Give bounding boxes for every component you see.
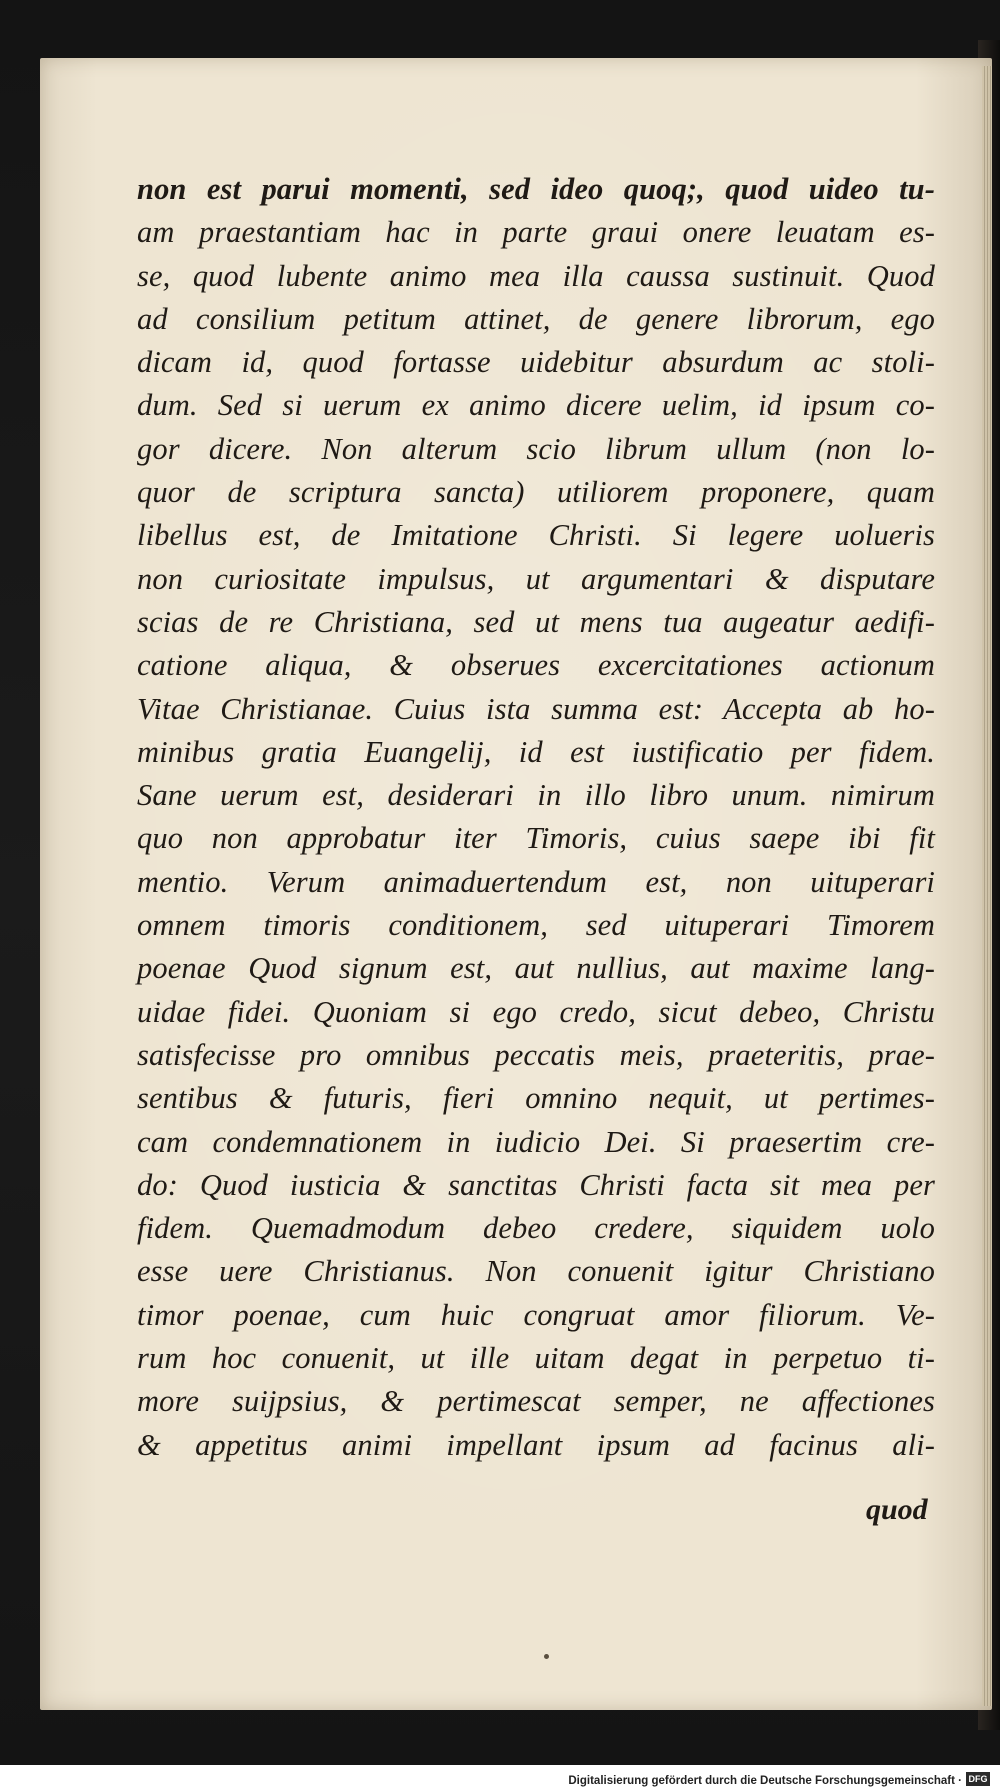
text-line: quo non approbatur iter Timoris, cuius saepe ibi fit xyxy=(137,821,935,856)
text-line: gor dicere. Non alterum scio librum ullum (non lo- xyxy=(137,431,935,466)
text-line: uidae fidei. Quoniam si ego credo, sicut debeo, Christu xyxy=(137,994,935,1029)
text-line: se, quod lubente animo mea illa caussa sustinuit. Quod xyxy=(137,258,935,293)
text-line: Vitae Christianae. Cuius ista summa est: Accepta ab ho- xyxy=(137,691,935,726)
text-line: catione aliqua, & obserues excercitationes actionum xyxy=(137,648,935,683)
text-line: do: Quod iusticia & sanctitas Christi facta sit mea per xyxy=(137,1167,935,1202)
text-line: ad consilium petitum attinet, de genere librorum, ego xyxy=(137,301,935,336)
text-line: sentibus & futuris, fieri omnino nequit, ut pertimes- xyxy=(137,1081,935,1116)
text-line: fidem. Quemadmodum debeo credere, siquidem uolo xyxy=(137,1211,935,1246)
text-line: poenae Quod signum est, aut nullius, aut maxime lang- xyxy=(137,951,935,986)
text-line: cam condemnationem in iudicio Dei. Si praesertim cre- xyxy=(137,1124,935,1159)
text-line: dum. Sed si uerum ex animo dicere uelim, id ipsum co- xyxy=(137,388,935,423)
footer-bar xyxy=(0,1765,1000,1791)
page-fore-edge xyxy=(982,66,992,1706)
text-line: timor poenae, cum huic congruat amor filiorum. Ve- xyxy=(137,1297,935,1332)
text-line: quor de scriptura sancta) utiliorem proponere, quam xyxy=(137,475,935,510)
text-line: Sane uerum est, desiderari in illo libro unum. nimirum xyxy=(137,778,935,813)
text-line: dicam id, quod fortasse uidebitur absurdum ac stoli- xyxy=(137,345,935,380)
text-line: non est parui momenti, sed ideo quoq;, quod uideo tu- xyxy=(137,172,935,206)
ink-dot-mark xyxy=(544,1654,549,1659)
text-line: am praestantiam hac in parte graui onere leuatam es- xyxy=(137,215,935,250)
text-line: more suijpsius, & pertimescat semper, ne affectiones xyxy=(137,1384,935,1419)
page-text-block xyxy=(137,168,935,1467)
text-line: mentio. Verum animaduertendum est, non uituperari xyxy=(137,864,935,899)
text-line: esse uere Christianus. Non conuenit igitur Christiano xyxy=(137,1254,935,1289)
text-line: non curiositate impulsus, ut argumentari & disputare xyxy=(137,561,935,596)
text-line: libellus est, de Imitatione Christi. Si legere uolueris xyxy=(137,518,935,553)
catchword: quod xyxy=(866,1493,928,1526)
text-line: omnem timoris conditionem, sed uituperari Timorem xyxy=(137,908,935,943)
text-line: & appetitus animi impellant ipsum ad facinus ali- xyxy=(137,1427,935,1462)
digitization-credit: Digitalisierung gefördert durch die Deutsche Forschungsgemeinschaft · xyxy=(568,1775,962,1787)
text-line: satisfecisse pro omnibus peccatis meis, praeteritis, prae- xyxy=(137,1037,935,1072)
text-line: scias de re Christiana, sed ut mens tua augeatur aedifi- xyxy=(137,604,935,639)
text-line: rum hoc conuenit, ut ille uitam degat in perpetuo ti- xyxy=(137,1341,935,1376)
dfg-logo-icon: DFG xyxy=(966,1772,990,1786)
text-line: minibus gratia Euangelij, id est iustificatio per fidem. xyxy=(137,734,935,769)
